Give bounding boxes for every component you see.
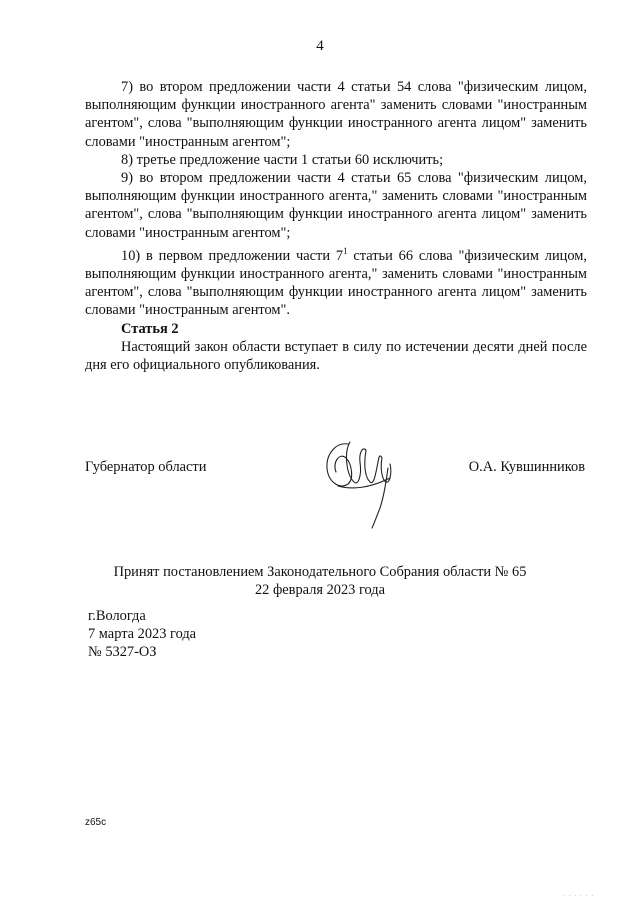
amendment-item-9: 9) во втором предложении части 4 статьи 65 слова "физическим лицом, выполняющим функции иностранного агента," заменить словами "иностранным агентом", слова "выполняющим функции иностранного агента лицом" заменить словами "иностранным агентом"; bbox=[85, 170, 587, 241]
adoption-line-1: Принят постановлением Законодательного Собрания области № 65 bbox=[113, 564, 527, 580]
place-date-number bbox=[88, 607, 196, 662]
amendment-10-superscript: 1 bbox=[343, 245, 348, 256]
amendment-10-part-a: 10) в первом предложении части 7 bbox=[121, 247, 344, 264]
footer-code: z65c bbox=[85, 817, 107, 828]
place-date: 7 марта 2023 года bbox=[88, 626, 197, 643]
law-number: № 5327-ОЗ bbox=[88, 644, 157, 661]
article-2-heading: Статья 2 bbox=[121, 321, 179, 337]
scan-marks: · · · · · · bbox=[563, 893, 595, 899]
adoption-line-2: 22 февраля 2023 года bbox=[254, 582, 385, 599]
article-2 bbox=[85, 320, 587, 375]
signatory-name: О.А. Кувшинников bbox=[468, 459, 585, 475]
amendments-list bbox=[85, 78, 587, 319]
amendment-10-part-b: статьи 66 слова "физическим лицом, выполняющим функции иностранного агента," заменить словами "иностранным агентом", слова "выполняющим функции иностранного агента лицом" заменить словами "иностранным агентом". bbox=[85, 247, 587, 319]
amendment-item-7: 7) во втором предложении части 4 статьи 54 слова "физическим лицом, выполняющим функции иностранного агента" заменить словами "иностранным агентом", слова "выполняющим функции иностранного агента лицом" заменить словами "иностранным агентом"; bbox=[85, 79, 587, 150]
amendment-item-10 bbox=[85, 242, 587, 320]
page-number: 4 bbox=[316, 38, 324, 54]
signatory-role: Губернатор области bbox=[85, 459, 207, 475]
adoption-note bbox=[0, 563, 640, 599]
amendment-item-8: 8) третье предложение части 1 статьи 60 исключить; bbox=[121, 151, 444, 168]
article-2-text: Настоящий закон области вступает в силу по истечении десяти дней после дня его официального опубликования. bbox=[85, 339, 587, 374]
place-city: г.Вологда bbox=[88, 608, 146, 624]
handwritten-signature bbox=[318, 432, 400, 532]
